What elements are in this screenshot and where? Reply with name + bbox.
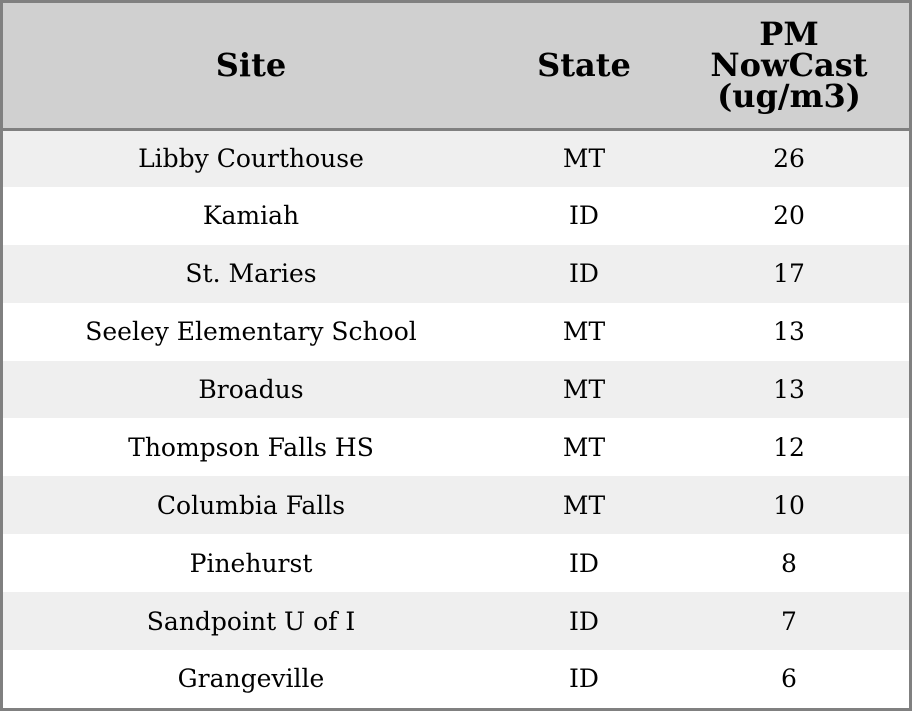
header-row [3, 3, 909, 129]
cell-state: MT [562, 432, 606, 462]
cell-pm-nowcast: 7 [781, 606, 797, 636]
cell-site: Columbia Falls [156, 490, 346, 520]
cell-pm-nowcast: 8 [781, 548, 797, 578]
cell-state: ID [569, 664, 599, 694]
cell-state: MT [562, 490, 606, 520]
table-row [3, 187, 909, 245]
cell-state: ID [569, 548, 599, 578]
cell-state: MT [562, 317, 606, 347]
cell-state: MT [562, 375, 606, 404]
cell-state: ID [569, 606, 599, 636]
cell-site: Seeley Elementary School [85, 317, 417, 347]
pm-nowcast-table [3, 3, 909, 708]
cell-site: Libby Courthouse [138, 144, 364, 174]
header-state: State [499, 3, 669, 129]
table-row [3, 650, 909, 708]
table-row [3, 303, 909, 361]
table-row [3, 361, 909, 419]
cell-site: Sandpoint U of I [146, 606, 356, 636]
cell-site: Grangeville [177, 664, 325, 694]
header-pm-nowcast [669, 3, 909, 129]
cell-site: St. Maries [185, 259, 317, 289]
cell-pm-nowcast: 26 [773, 144, 805, 174]
cell-site: Thompson Falls HS [128, 432, 374, 462]
table-row [3, 129, 909, 187]
table-row [3, 592, 909, 650]
cell-state: ID [569, 259, 599, 289]
header-pm-line2: NowCast [710, 45, 868, 84]
cell-state: MT [562, 144, 606, 174]
cell-site: Pinehurst [189, 548, 313, 578]
cell-pm-nowcast: 13 [773, 317, 805, 347]
header-pm-line3: (ug/m3) [717, 76, 861, 115]
table-row [3, 534, 909, 592]
table-row [3, 476, 909, 534]
cell-pm-nowcast: 10 [773, 490, 805, 520]
cell-site: Broadus [198, 375, 304, 404]
cell-pm-nowcast: 13 [773, 375, 805, 404]
cell-pm-nowcast: 12 [773, 432, 805, 462]
cell-pm-nowcast: 6 [781, 664, 797, 694]
cell-site: Kamiah [202, 201, 300, 231]
table-header [3, 3, 909, 129]
header-pm-line1: PM [759, 14, 819, 53]
table-body [3, 129, 909, 708]
header-site: Site [3, 3, 499, 129]
cell-state: ID [569, 201, 599, 231]
cell-pm-nowcast: 17 [773, 259, 805, 289]
cell-pm-nowcast: 20 [773, 201, 805, 231]
table-row [3, 418, 909, 476]
table-row [3, 245, 909, 303]
